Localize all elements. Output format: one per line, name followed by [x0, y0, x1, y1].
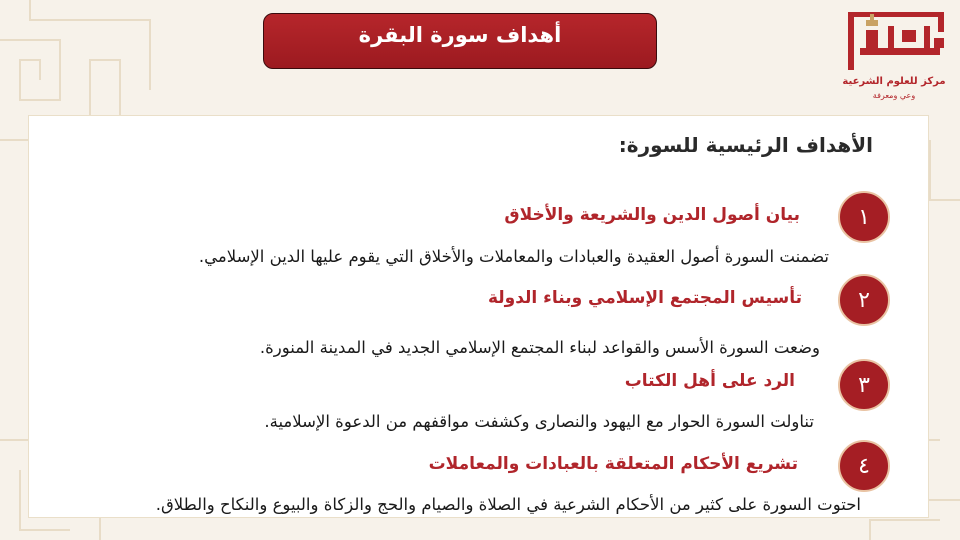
item-description-1: تضمنت السورة أصول العقيدة والعبادات والمعاملات والأخلاق التي يقوم عليها الدين الإسلامي.: [198, 247, 829, 266]
number-badge-label: ٤: [858, 453, 870, 479]
number-badge-label: ٣: [858, 372, 870, 398]
item-title-4: تشريع الأحكام المتعلقة بالعبادات والمعاملات: [428, 454, 798, 474]
number-badge-label: ٢: [858, 287, 870, 313]
logo: [836, 4, 960, 110]
number-badge-3: [838, 359, 890, 411]
number-badge-4: [838, 440, 890, 492]
item-description-2: وضعت السورة الأسس والقواعد لبناء المجتمع الإسلامي الجديد في المدينة المنورة.: [259, 338, 820, 357]
number-badge-1: [838, 191, 890, 243]
item-description-3: تناولت السورة الحوار مع اليهود والنصارى وكشفت مواقفهم من الدعوة الإسلامية.: [264, 412, 814, 431]
slide-title: [263, 13, 657, 69]
slide-title-text: أهداف سورة البقرة: [358, 23, 562, 47]
content-panel: [28, 115, 929, 518]
number-badge-2: [838, 274, 890, 326]
number-badge-label: ١: [858, 204, 870, 230]
item-title-1: بيان أصول الدين والشريعة والأخلاق: [504, 205, 800, 225]
logo-mark: [836, 4, 956, 76]
item-title-2: تأسيس المجتمع الإسلامي وبناء الدولة: [487, 288, 802, 308]
item-description-4: احتوت السورة على كثير من الأحكام الشرعية في الصلاة والصيام والحج والزكاة والبيوع والنكاح والطلاق.: [155, 495, 861, 514]
logo-subtitle: مركز للعلوم الشرعية: [842, 76, 946, 87]
item-title-3: الرد على أهل الكتاب: [624, 371, 795, 391]
main-heading: الأهداف الرئيسية للسورة:: [618, 133, 873, 157]
logo-tagline: وعي ومعرفة: [872, 91, 916, 100]
